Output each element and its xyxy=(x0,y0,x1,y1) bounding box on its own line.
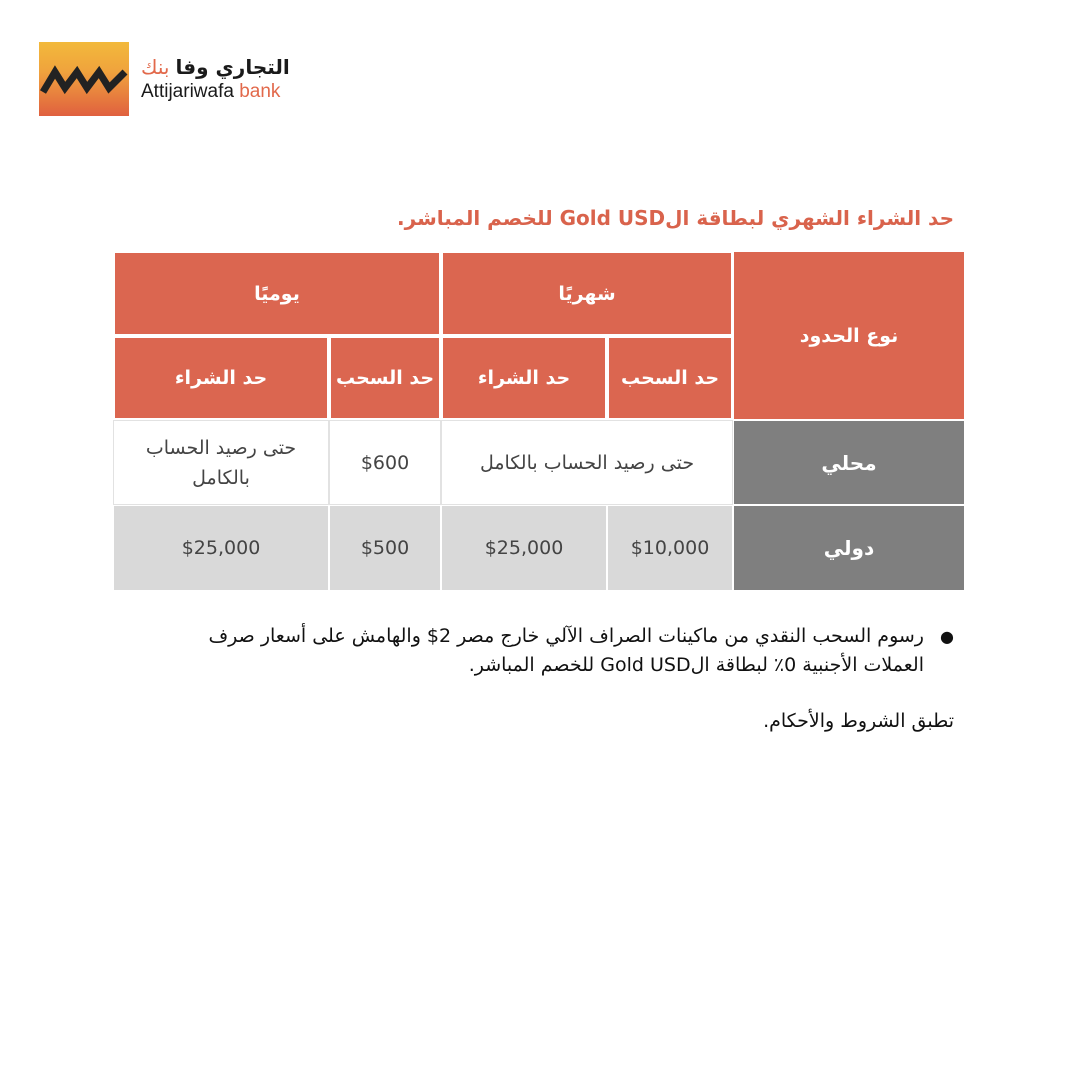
intl-daily-purchase: $25,000 xyxy=(113,505,329,591)
logo-bank-ar: بنك xyxy=(141,55,170,79)
page-title: حد الشراء الشهري لبطاقة الGold USD للخصم المباشر. xyxy=(397,206,954,230)
terms-text: تطبق الشروط والأحكام. xyxy=(763,710,954,732)
daily-purchase-header: حد الشراء xyxy=(113,336,329,420)
logo-arabic-text xyxy=(141,54,290,80)
logo-latin-text xyxy=(141,80,290,104)
logo-name-latin: Attijariwafa xyxy=(141,81,234,102)
local-daily-withdrawal: $600 xyxy=(329,420,441,505)
monthly-withdrawal-header: حد السحب xyxy=(607,336,733,420)
logo-name-ar: التجاري وفا xyxy=(175,55,290,79)
fees-note-text: رسوم السحب النقدي من ماكينات الصراف الآلي خارج مصر 2$ والهامش على أسعار صرف العملات الأجنبية 0٪ لبطاقة الGold USD للخصم المباشر. xyxy=(208,625,924,676)
daily-header: يوميًا xyxy=(113,251,441,336)
logo-bank-latin: bank xyxy=(239,81,281,102)
intl-daily-withdrawal: $500 xyxy=(329,505,441,591)
local-monthly-limit: حتى رصيد الحساب بالكامل xyxy=(441,420,733,505)
limit-type-header: نوع الحدود xyxy=(733,251,965,420)
local-type: محلي xyxy=(733,420,965,505)
intl-monthly-purchase: $25,000 xyxy=(441,505,607,591)
bullet-icon: ● xyxy=(940,627,954,646)
intl-monthly-withdrawal: $10,000 xyxy=(607,505,733,591)
monthly-purchase-header: حد الشراء xyxy=(441,336,607,420)
intl-type: دولي xyxy=(733,505,965,591)
fees-note xyxy=(154,622,954,680)
bank-logo xyxy=(39,42,290,116)
limits-table xyxy=(113,251,965,591)
monthly-header: شهريًا xyxy=(441,251,733,336)
daily-withdrawal-header: حد السحب xyxy=(329,336,441,420)
local-daily-purchase: حتى رصيد الحساب بالكامل xyxy=(113,420,329,505)
logo-mark-icon xyxy=(39,42,129,116)
